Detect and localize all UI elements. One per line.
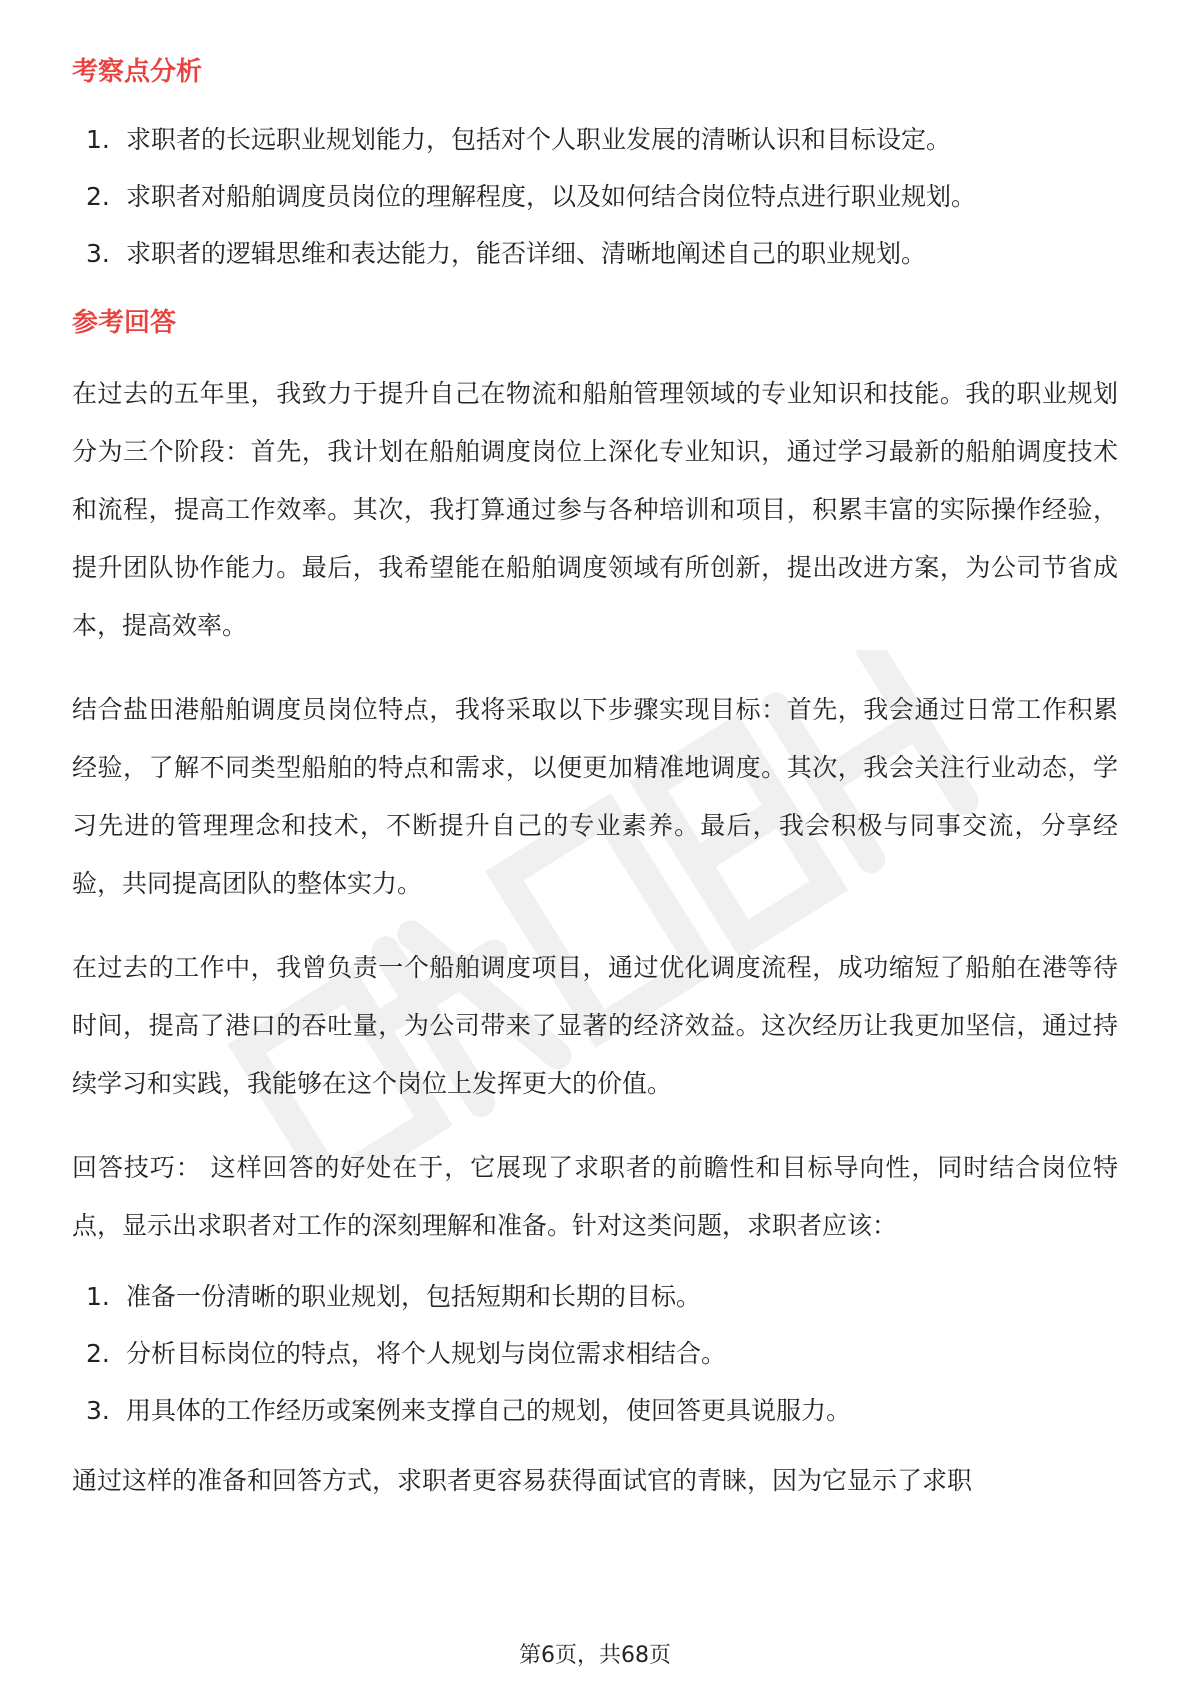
tips-list — [72, 1279, 1118, 1428]
answer-tips-paragraph: 回答技巧： 这样回答的好处在于，它展现了求职者的前瞻性和目标导向性，同时结合岗位特点，显示出求职者对工作的深刻理解和准备。针对这类问题，求职者应该： — [72, 1153, 1118, 1240]
list-number: 1. — [86, 1282, 110, 1311]
answer-paragraph-3: 在过去的工作中，我曾负责一个船舶调度项目，通过优化调度流程，成功缩短了船舶在港等待时间，提高了港口的吞吐量，为公司带来了显著的经济效益。这次经历让我更加坚信，通过持续学习和实践，我能够在这个岗位上发挥更大的价值。 — [72, 953, 1118, 1098]
list-number: 2. — [86, 1339, 110, 1368]
page-number-footer: 第6页，共68页 — [519, 1643, 671, 1668]
analysis-list — [72, 122, 1118, 271]
list-number: 1. — [86, 125, 110, 154]
list-item: 2. 求职者对船舶调度员岗位的理解程度，以及如何结合岗位特点进行职业规划。 — [72, 179, 1118, 214]
list-item: 3. 用具体的工作经历或案例来支撑自己的规划，使回答更具说服力。 — [72, 1393, 1118, 1428]
list-item: 2. 分析目标岗位的特点，将个人规划与岗位需求相结合。 — [72, 1336, 1118, 1371]
list-number: 3. — [86, 1396, 110, 1425]
list-item: 3. 求职者的逻辑思维和表达能力，能否详细、清晰地阐述自己的职业规划。 — [72, 236, 1118, 271]
section-title-answer: 参考回答 — [72, 308, 177, 338]
content-area — [72, 50, 1118, 1510]
list-item: 1. 求职者的长远职业规划能力，包括对个人职业发展的清晰认识和目标设定。 — [72, 122, 1118, 157]
list-number: 3. — [86, 239, 110, 268]
answer-paragraph-2: 结合盐田港船舶调度员岗位特点，我将采取以下步骤实现目标：首先，我会通过日常工作积累经验，了解不同类型船舶的特点和需求，以便更加精准地调度。其次，我会关注行业动态，学习先进的管理理念和技术，不断提升自己的专业素养。最后，我会积极与同事交流，分享经验，共同提高团队的整体实力。 — [72, 695, 1118, 898]
list-number: 2. — [86, 182, 110, 211]
closing-paragraph: 通过这样的准备和回答方式，求职者更容易获得面试官的青睐，因为它显示了求职 — [72, 1466, 973, 1495]
answer-paragraph-1: 在过去的五年里，我致力于提升自己在物流和船舶管理领域的专业知识和技能。我的职业规划分为三个阶段：首先，我计划在船舶调度岗位上深化专业知识，通过学习最新的船舶调度技术和流程，提高工作效率。其次，我打算通过参与各种培训和项目，积累丰富的实际操作经验，提升团队协作能力。最后，我希望能在船舶调度领域有所创新，提出改进方案，为公司节省成本，提高效率。 — [72, 379, 1118, 640]
list-item: 1. 准备一份清晰的职业规划，包括短期和长期的目标。 — [72, 1279, 1118, 1314]
section-title-analysis: 考察点分析 — [72, 57, 203, 87]
